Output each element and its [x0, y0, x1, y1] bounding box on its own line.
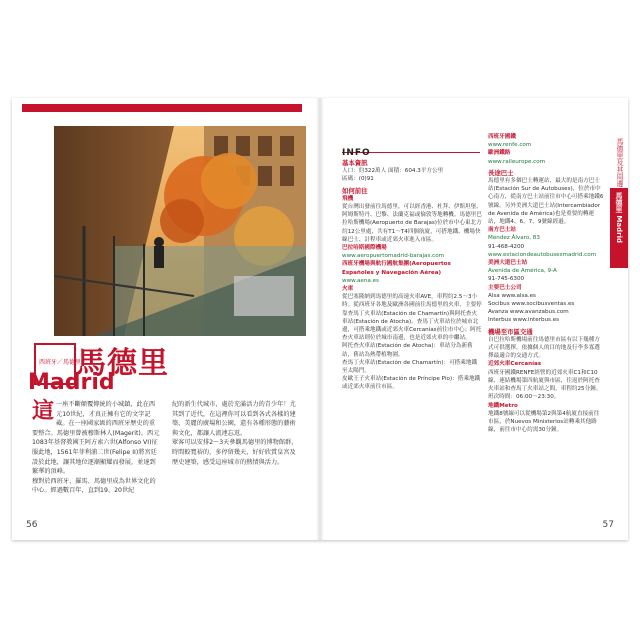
intro-paragraph-4: 眾客可以安排2～3天參觀馬德里的博物館群，時間較寬裕的，多停留幾天，好好欣賞皇宮及歷史建築，感受這座城市的熱情與活力。 — [172, 439, 298, 466]
info-column-b — [488, 133, 604, 434]
basic-info-heading: 基本資訊 — [342, 159, 368, 167]
drop-cap: 這 — [32, 398, 55, 424]
city-title-english: Madrid — [28, 370, 115, 395]
rail-label: 歐洲鐵路 — [488, 150, 511, 157]
intro-paragraph-3: 紀的新生代城市，處於充滿活力的青少年！尤其到了近代，在這裡你可以看到各式各樣的建築、美麗的廣場和公園，還有各種形態的藝術與文化，都讓人流連忘返。 — [172, 401, 296, 437]
train-bullet: 皮歐王子火車站(Estación de Príncipe Pío)：搭乘地鐵或近郊火車前往市區。 — [342, 376, 481, 391]
train-bullet: 阿托查火車站(Estación de Atocha)：車站分為新舊站，舊站為熱帶植物園。 — [342, 343, 473, 358]
top-red-bar — [22, 104, 302, 112]
metro-text: 地鐵8號線可以從機場第2與第4航廈直接前往市區，於Nuevos Ministerios站轉乘其他路線，前往市中心約需30分鐘。 — [488, 410, 600, 434]
intro-paragraph-1: 一座不斷顛覆傳統的小城鎮，此在西元10世紀，才真正擁有它的文字記載。在一座國家級的西班牙歷史的重要整合。馬德里曾被穆斯林人(Magerit)。西元1083年基督教國王阿方索六世(Alfonso VI)征服此地，1561年菲利浦二世(Felipe II)將宮廷設於此地，讓其地位逐漸顯耀而發展，並達到繁華的頂峰。 — [32, 401, 160, 476]
bus-station-item: 南方巴士站 — [488, 227, 516, 234]
basic-info-line: 區碼：(0)91 — [342, 176, 374, 183]
bus-station-item: 91-745-6300 — [488, 276, 525, 283]
side-tab-text: 馬德里及其周邊 — [616, 138, 624, 187]
air-text: 從台灣出發前往馬德里，可以經香港、杜拜、伊斯坦堡、阿姆斯特丹、巴黎、法蘭克福或倫敦等地轉機。馬德里巴拉哈斯機場(Aeropuerto de Barajas)位於市中心東北方約12公里處，共有T1～T4四個航廈，可搭地鐵、機場快線巴士、計程車或近郊火車進入市區。 — [342, 204, 482, 243]
train-heading: 火車 — [342, 286, 354, 293]
intro-paragraph-2: 穆對於西班牙、羅馬、馬德里成為世界文化的中心。經過數百年，直到19、20世紀 — [32, 477, 156, 495]
side-tab-marker — [610, 188, 628, 268]
photo-illustration — [54, 126, 306, 336]
train-bullet: 查馬丁火車站(Estación de Chamartín)：可搭乘地鐵至太陽門。 — [342, 359, 478, 375]
left-page — [12, 98, 320, 540]
bus-station-item[interactable]: www.estaciondeautobusesmadrid.com — [488, 251, 597, 258]
airport-link[interactable]: www.aeropuertomadrid-barajas.com — [342, 253, 445, 260]
side-tab-marker-label: 馬德里 Madrid — [615, 192, 623, 243]
train-text: 從巴塞隆納到馬德里的高速火車AVE，車程約2.5～3小時。從西班牙各地及歐洲各國前往馬德里的火車，主要停靠查馬丁火車站(Estación de Chamartín)與阿托查火車站(Estación de Atocha)。查馬丁火車站位於城市北邊，可搭乘地鐵或近郊火車Cercanías前往市中心；阿托查火車站則位於城市南邊，也是近郊火車的中繼站。 — [342, 294, 482, 342]
bus-company: Alsa www.alsa.es — [488, 292, 536, 299]
transfer-text: 自巴拉哈斯機場前往馬德里市區有以下幾種方式可供選擇，依據個人的目的地及行李多寡選擇最適合的交通方式。 — [488, 336, 600, 360]
bus-company: Avanza www.avanzabus.com — [488, 309, 569, 316]
bus-company: Interbus www.interbus.es — [488, 317, 560, 324]
airline-label: 西班牙機場與航行國航集團(Aeropuertos Españoles y Navegación Aérea) — [342, 261, 451, 276]
bus-companies-label: 主要巴士公司 — [488, 284, 522, 291]
book-spread — [12, 98, 628, 540]
bus-station-item: Avenida de América, 9-A — [488, 268, 557, 275]
bus-company: Socibus www.socibusventas.es — [488, 301, 575, 308]
city-badge-label: 西班牙／馬德里 — [39, 359, 82, 366]
airport-label: 巴拉哈斯國際機場 — [342, 245, 387, 252]
basic-info-line: 人口：約322萬人 面積：604.3平方公里 — [342, 168, 444, 175]
intro-column-2 — [172, 400, 300, 467]
renfe-label: 西班牙國鐵 — [488, 134, 516, 140]
bus-station-item: 美洲大道巴士站 — [488, 260, 528, 267]
bus-station-item: Méndez Álvaro, 83 — [488, 235, 540, 242]
side-tab — [610, 138, 628, 268]
city-title-chinese: 馬德里 — [76, 346, 169, 381]
air-heading: 飛機 — [342, 195, 354, 202]
airline-link[interactable]: www.aena.es — [342, 277, 379, 284]
rail-link[interactable]: www.raileurope.com — [488, 158, 546, 165]
renfe-link[interactable]: www.renfe.com — [488, 142, 532, 149]
intro-column-1 — [32, 400, 160, 496]
bus-text: 馬德里有多個巴士轉運站，最大的是南方巴士站(Estación Sur de Autobuses)，位於市中心南方，從南方巴士站前往市中心可搭乘地鐵6號線。另外美洲大道巴士站(Intercambiador de Avenida de América)也是重要的轉運站，地鐵4、6、7、9號線經過。 — [488, 178, 604, 226]
transfer-heading: 機場至市區交通 — [488, 327, 533, 336]
info-header — [342, 140, 480, 158]
info-title: INFO — [342, 148, 371, 158]
page-number-left: 56 — [26, 520, 38, 530]
how-to-get-heading: 如何前往 — [342, 186, 368, 195]
metro-heading: 地鐵Metro — [488, 402, 518, 409]
info-column-a — [342, 156, 482, 392]
madrid-photo — [54, 126, 306, 336]
bus-station-item: 91-468-4200 — [488, 243, 525, 250]
right-page — [320, 98, 628, 540]
page-number-right: 57 — [602, 520, 614, 530]
cercanias-heading: 近郊火車Cercanías — [488, 361, 542, 368]
cercanias-text: 西班牙國鐵RENFE經營的近郊火車C1和C10線，連結機場第四航廈與市區，往返於阿托查火車站和查馬丁火車站之間，車程約25分鐘。班次時間：06:00～23:30。 — [488, 369, 602, 401]
bus-heading: 長途巴士 — [488, 168, 514, 177]
